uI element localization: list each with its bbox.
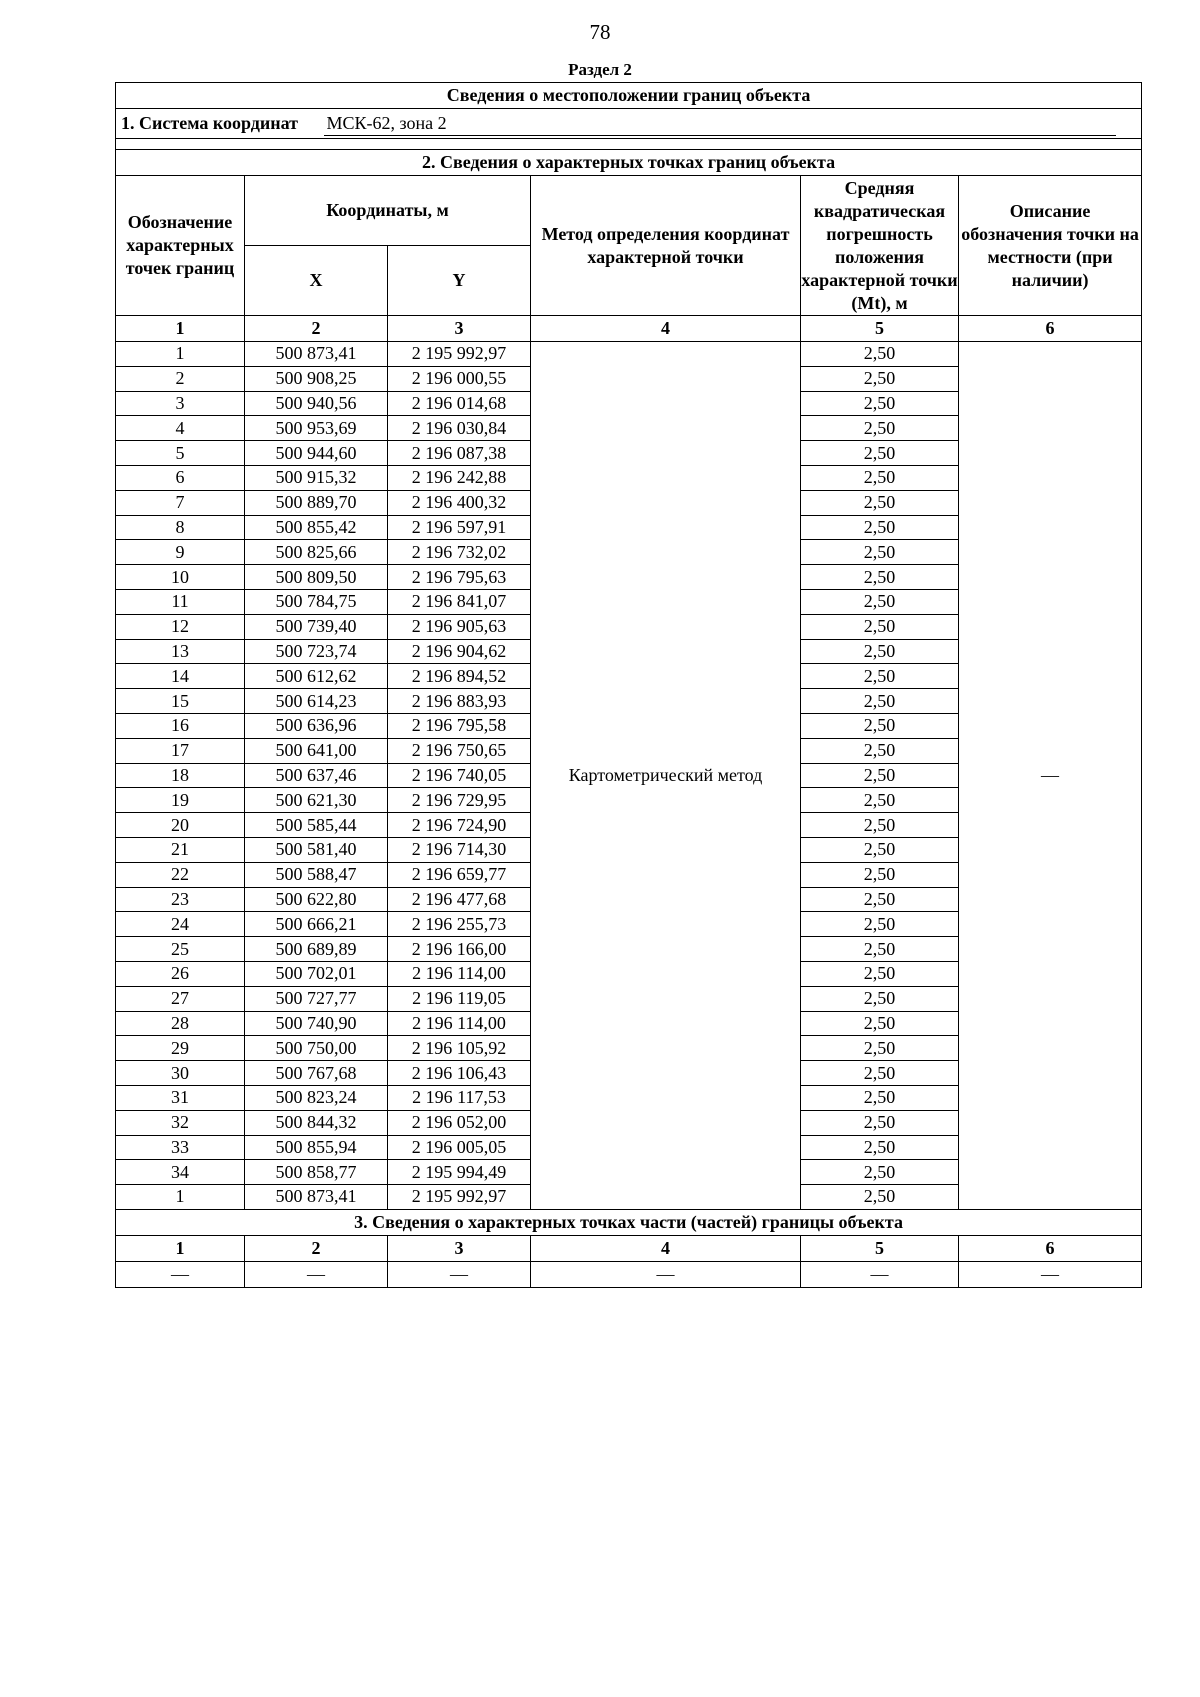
point-x: 500 612,62 [245,664,388,689]
point-number: 20 [116,813,245,838]
point-x: 500 825,66 [245,540,388,565]
point-y: 2 196 242,88 [388,465,531,490]
point-error: 2,50 [801,763,959,788]
empty-cell: — [388,1261,531,1287]
section-title: Раздел 2 [568,60,632,79]
point-error: 2,50 [801,1036,959,1061]
description-cell: — [959,342,1142,1210]
empty-cell: — [116,1261,245,1287]
point-y: 2 195 992,97 [388,342,531,367]
point-y: 2 196 114,00 [388,1011,531,1036]
point-x: 500 858,77 [245,1160,388,1185]
point-error: 2,50 [801,986,959,1011]
point-number: 11 [116,589,245,614]
point-number: 28 [116,1011,245,1036]
point-x: 500 855,94 [245,1135,388,1160]
point-x: 500 723,74 [245,639,388,664]
point-error: 2,50 [801,1185,959,1210]
column-number: 5 [801,316,959,342]
point-x: 500 873,41 [245,1185,388,1210]
empty-cell: — [245,1261,388,1287]
point-y: 2 196 894,52 [388,664,531,689]
column-number: 3 [388,1235,531,1261]
point-error: 2,50 [801,614,959,639]
empty-cell: — [959,1261,1142,1287]
header-point-designation: Обозначение характерных точек границ [116,176,245,316]
point-x: 500 666,21 [245,912,388,937]
point-number: 32 [116,1110,245,1135]
point-x: 500 873,41 [245,342,388,367]
point-number: 17 [116,738,245,763]
point-error: 2,50 [801,366,959,391]
point-x: 500 767,68 [245,1061,388,1086]
point-x: 500 953,69 [245,416,388,441]
coordinate-system-row [116,109,1142,139]
point-error: 2,50 [801,540,959,565]
point-error: 2,50 [801,813,959,838]
coordinate-system-label: 1. Система координат [121,112,298,133]
subsection-2-title: 2. Сведения о характерных точках границ объекта [116,150,1142,176]
point-error: 2,50 [801,862,959,887]
point-number: 2 [116,366,245,391]
point-y: 2 196 724,90 [388,813,531,838]
point-y: 2 196 750,65 [388,738,531,763]
point-x: 500 739,40 [245,614,388,639]
point-error: 2,50 [801,1011,959,1036]
point-error: 2,50 [801,441,959,466]
point-x: 500 944,60 [245,441,388,466]
point-y: 2 196 795,63 [388,565,531,590]
point-number: 5 [116,441,245,466]
point-y: 2 196 117,53 [388,1085,531,1110]
point-number: 22 [116,862,245,887]
point-y: 2 196 052,00 [388,1110,531,1135]
point-y: 2 196 014,68 [388,391,531,416]
point-y: 2 196 005,05 [388,1135,531,1160]
point-error: 2,50 [801,490,959,515]
point-x: 500 689,89 [245,937,388,962]
header-description: Описание обозначения точки на местности (при наличии) [959,176,1142,316]
point-x: 500 614,23 [245,689,388,714]
point-error: 2,50 [801,1061,959,1086]
point-y: 2 196 000,55 [388,366,531,391]
point-error: 2,50 [801,1135,959,1160]
column-number: 4 [531,316,801,342]
point-error: 2,50 [801,515,959,540]
point-error: 2,50 [801,342,959,367]
point-error: 2,50 [801,713,959,738]
point-x: 500 750,00 [245,1036,388,1061]
point-y: 2 196 166,00 [388,937,531,962]
header-y: Y [388,246,531,316]
point-y: 2 196 119,05 [388,986,531,1011]
point-y: 2 196 795,58 [388,713,531,738]
column-number: 4 [531,1235,801,1261]
point-number: 9 [116,540,245,565]
point-y: 2 196 904,62 [388,639,531,664]
point-number: 19 [116,788,245,813]
point-number: 26 [116,961,245,986]
point-y: 2 196 732,02 [388,540,531,565]
column-number: 5 [801,1235,959,1261]
point-number: 15 [116,689,245,714]
point-x: 500 823,24 [245,1085,388,1110]
page-number: 78 [589,20,611,44]
point-y: 2 196 114,00 [388,961,531,986]
subsection-3-row [116,1261,1142,1287]
point-number: 6 [116,465,245,490]
point-y: 2 196 087,38 [388,441,531,466]
point-x: 500 855,42 [245,515,388,540]
point-x: 500 621,30 [245,788,388,813]
point-error: 2,50 [801,416,959,441]
column-numbers-row [116,316,1142,342]
point-number: 3 [116,391,245,416]
column-number: 1 [116,316,245,342]
header-x: X [245,246,388,316]
point-x: 500 940,56 [245,391,388,416]
point-number: 21 [116,837,245,862]
point-number: 31 [116,1085,245,1110]
point-number: 25 [116,937,245,962]
point-number: 33 [116,1135,245,1160]
point-error: 2,50 [801,937,959,962]
point-number: 18 [116,763,245,788]
point-x: 500 915,32 [245,465,388,490]
point-y: 2 195 992,97 [388,1185,531,1210]
point-y: 2 196 729,95 [388,788,531,813]
subsection-3-title: 3. Сведения о характерных точках части (частей) границы объекта [116,1209,1142,1235]
point-number: 23 [116,887,245,912]
point-error: 2,50 [801,465,959,490]
table-title: Сведения о местоположении границ объекта [116,83,1142,109]
empty-cell: — [801,1261,959,1287]
method-cell: Картометрический метод [531,342,801,1210]
point-y: 2 196 106,43 [388,1061,531,1086]
point-x: 500 784,75 [245,589,388,614]
point-error: 2,50 [801,788,959,813]
point-error: 2,50 [801,1160,959,1185]
empty-cell: — [531,1261,801,1287]
point-error: 2,50 [801,887,959,912]
point-number: 8 [116,515,245,540]
point-number: 13 [116,639,245,664]
point-number: 34 [116,1160,245,1185]
point-x: 500 908,25 [245,366,388,391]
point-y: 2 196 714,30 [388,837,531,862]
point-y: 2 196 255,73 [388,912,531,937]
point-number: 1 [116,342,245,367]
column-number: 6 [959,1235,1142,1261]
point-x: 500 702,01 [245,961,388,986]
point-number: 12 [116,614,245,639]
point-number: 29 [116,1036,245,1061]
point-x: 500 740,90 [245,1011,388,1036]
boundary-table [115,82,1142,1288]
point-error: 2,50 [801,391,959,416]
point-y: 2 196 841,07 [388,589,531,614]
point-number: 24 [116,912,245,937]
point-y: 2 196 030,84 [388,416,531,441]
point-number: 4 [116,416,245,441]
point-number: 30 [116,1061,245,1086]
header-coordinates: Координаты, м [245,176,531,246]
header-error: Средняя квадратическая погрешность положения характерной точки (Mt), м [801,176,959,316]
subsection-3-column-numbers [116,1235,1142,1261]
point-error: 2,50 [801,589,959,614]
point-y: 2 196 905,63 [388,614,531,639]
point-number: 10 [116,565,245,590]
column-number: 2 [245,1235,388,1261]
point-error: 2,50 [801,912,959,937]
table-row [116,342,1142,367]
coordinate-system-value: МСК-62, зона 2 [324,112,1116,136]
point-error: 2,50 [801,689,959,714]
point-number: 7 [116,490,245,515]
point-y: 2 196 597,91 [388,515,531,540]
column-number: 1 [116,1235,245,1261]
point-y: 2 196 400,32 [388,490,531,515]
point-x: 500 637,46 [245,763,388,788]
point-x: 500 581,40 [245,837,388,862]
point-error: 2,50 [801,1110,959,1135]
point-error: 2,50 [801,664,959,689]
column-number: 2 [245,316,388,342]
point-y: 2 195 994,49 [388,1160,531,1185]
point-number: 1 [116,1185,245,1210]
point-x: 500 585,44 [245,813,388,838]
point-error: 2,50 [801,961,959,986]
point-x: 500 889,70 [245,490,388,515]
point-x: 500 641,00 [245,738,388,763]
point-x: 500 727,77 [245,986,388,1011]
point-x: 500 588,47 [245,862,388,887]
point-error: 2,50 [801,738,959,763]
point-error: 2,50 [801,639,959,664]
point-y: 2 196 740,05 [388,763,531,788]
point-x: 500 636,96 [245,713,388,738]
column-number: 3 [388,316,531,342]
point-y: 2 196 659,77 [388,862,531,887]
point-error: 2,50 [801,1085,959,1110]
point-x: 500 809,50 [245,565,388,590]
point-y: 2 196 477,68 [388,887,531,912]
column-number: 6 [959,316,1142,342]
point-number: 27 [116,986,245,1011]
point-y: 2 196 105,92 [388,1036,531,1061]
point-x: 500 844,32 [245,1110,388,1135]
point-y: 2 196 883,93 [388,689,531,714]
point-number: 14 [116,664,245,689]
point-error: 2,50 [801,837,959,862]
point-x: 500 622,80 [245,887,388,912]
point-number: 16 [116,713,245,738]
header-method: Метод определения координат характерной точки [531,176,801,316]
point-error: 2,50 [801,565,959,590]
